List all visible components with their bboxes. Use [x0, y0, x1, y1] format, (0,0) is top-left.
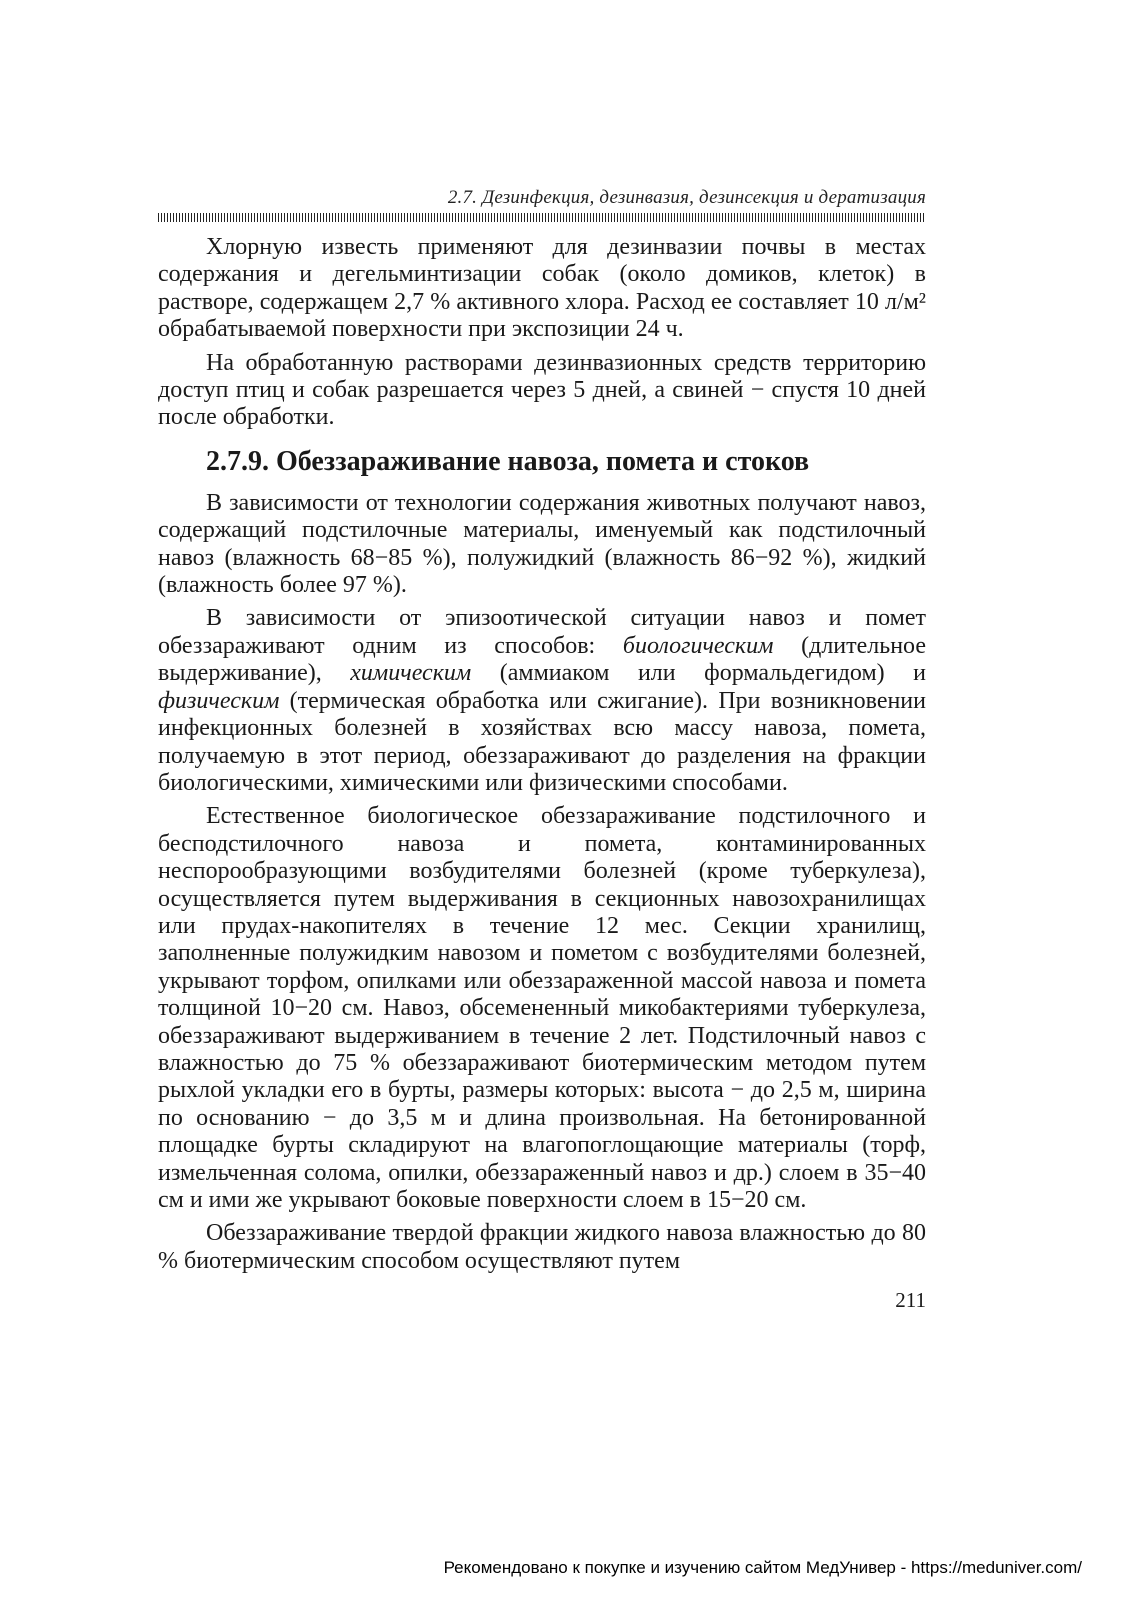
emphasis-physical: физическим	[158, 687, 280, 714]
text-span: В зависимости от эпизоотической ситуации навоз и помет обеззараживают одним из способов:	[158, 605, 926, 659]
book-page	[158, 186, 926, 1313]
paragraph-manure-types: В зависимости от технологии содержания животных получают навоз, содержащий подстилочные материалы, именуемый как подстилочный навоз (влажность 68−85 %), полужидкий (влажность 86−92 %), жидкий (влажность более 97 %).	[158, 489, 926, 599]
header-rule	[158, 213, 926, 222]
emphasis-chemical: химическим	[350, 660, 472, 687]
paragraph-biological-disinfection: Естественное биологическое обеззараживание подстилочного и бесподстилочного навоза и помета, контаминированных неспорообразующими возбудителями болезней (кроме туберкулеза), осуществляется путем выдерживания в секционных навозохранилищах или прудах-накопителях в течение 12 мес. Секции хранилищ, заполненные полужидким навозом и пометом с возбудителями болезней, укрывают торфом, опилками или обеззараженной массой навоза и помета толщиной 10−20 см. Навоз, обсемененный микобактериями туберкулеза, обеззараживают выдерживанием в течение 2 лет. Подстилочный навоз с влажностью до 75 % обеззараживают биотермическим методом путем рыхлой укладки его в бурты, размеры которых: высота − до 2,5 м, ширина по основанию − до 3,5 м и длина произвольная. На бетонированной площадке бурты складируют на влагопоглощающие материалы (торф, измельченная солома, опилки, обеззараженный навоз и др.) слоем в 35−40 см и ими же укрывают боковые поверхности слоем в 15−20 см.	[158, 803, 926, 1213]
paragraph-solid-fraction: Обеззараживание твердой фракции жидкого навоза влажностью до 80 % биотермическим способом осуществляют путем	[158, 1220, 926, 1274]
paragraph-access-delay: На обработанную растворами дезинвазионных средств территорию доступ птиц и собак разрешается через 5 дней, а свиней − спустя 10 дней после обработки.	[158, 349, 926, 431]
paragraph-disinfection-methods	[158, 605, 926, 797]
paragraph-chlorine-lime: Хлорную известь применяют для дезинвазии почвы в местах содержания и дегельминтизации собак (около домиков, клеток) в растворе, содержащем 2,7 % активного хлора. Расход ее составляет 10 л/м² обрабатываемой поверхности при экспозиции 24 ч.	[158, 234, 926, 343]
footer-recommendation: Рекомендовано к покупке и изучению сайтом МедУнивер - https://meduniver.com/	[443, 1558, 1082, 1577]
text-span: (длительное выдерживание),	[158, 632, 926, 687]
section-heading: 2.7.9. Обеззараживание навоза, помета и стоков	[206, 445, 810, 477]
emphasis-biological: биологическим	[622, 632, 774, 659]
page-number: 211	[895, 1288, 926, 1313]
text-span: (аммиаком или формальдегидом) и	[471, 660, 926, 687]
text-span: (термическая обработка или сжигание). При возникновении инфекционных болезней в хозяйствах всю массу навоза, помета, получаемую в этот период, обеззараживают до разделения на фракции биологическими, химическими или физическими способами.	[158, 687, 926, 796]
running-head: 2.7. Дезинфекция, дезинвазия, дезинсекция и дератизация	[447, 187, 926, 208]
body-text	[158, 234, 926, 1275]
